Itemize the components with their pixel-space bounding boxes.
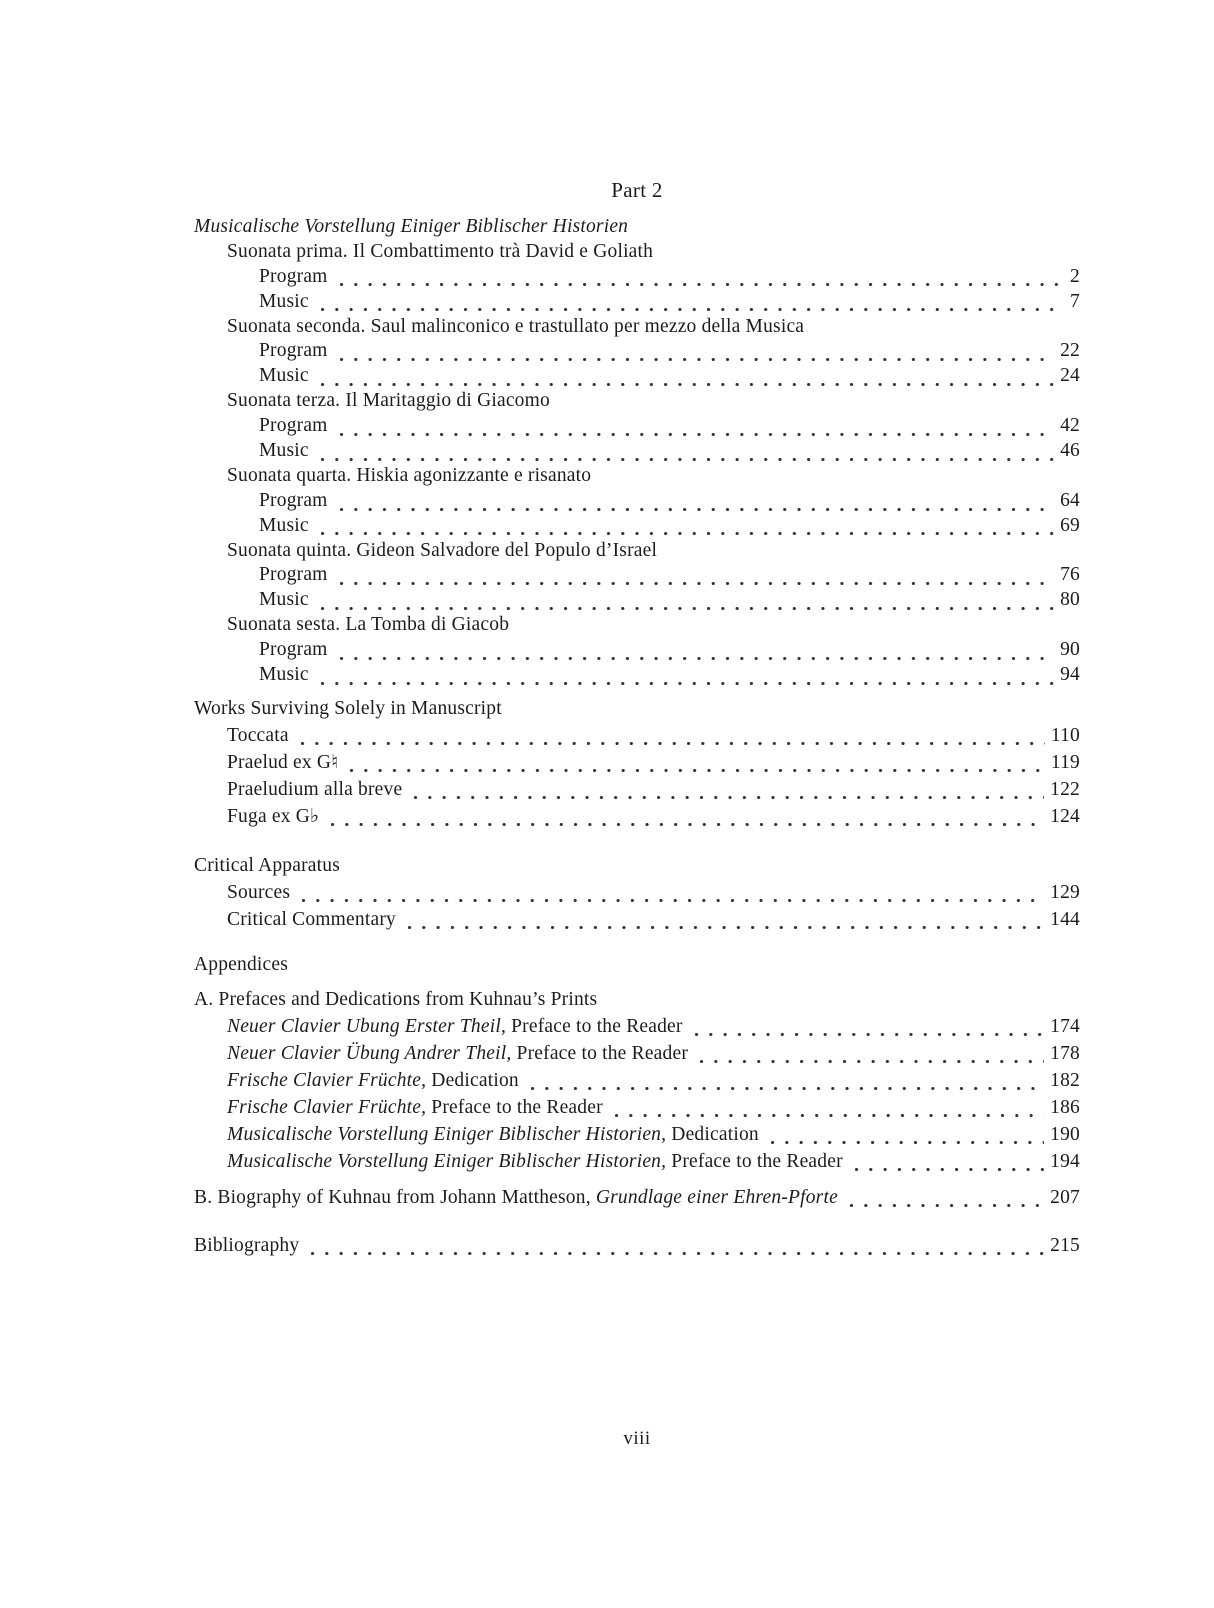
- toc-entry: [194, 414, 1080, 439]
- dot-leader: [301, 742, 1045, 745]
- toc-entry: [194, 1013, 1080, 1040]
- toc-entry: [194, 1094, 1080, 1121]
- dot-leader: [321, 308, 1064, 311]
- entry-text: Program: [259, 265, 328, 287]
- toc-entry: [194, 722, 1080, 749]
- toc-entry: [194, 1067, 1080, 1094]
- page-number: 129: [1050, 881, 1080, 903]
- entry-text: Program: [259, 415, 328, 437]
- page-number: 174: [1050, 1015, 1080, 1037]
- page-number: 190: [1050, 1123, 1080, 1145]
- entry-label: [259, 663, 309, 688]
- entry-label: [227, 539, 657, 564]
- entry-text: Program: [259, 564, 328, 586]
- dot-leader: [321, 607, 1054, 610]
- entry-text: Music: [259, 290, 309, 312]
- toc-entry: [194, 638, 1080, 663]
- toc-heading: [194, 696, 1080, 722]
- page-number: 24: [1060, 365, 1080, 387]
- entry-text: Music: [259, 440, 309, 462]
- page-number: 207: [1050, 1186, 1080, 1208]
- entry-label: [194, 987, 597, 1013]
- toc-entry: [194, 265, 1080, 290]
- dot-leader: [311, 1252, 1044, 1255]
- toc-entry: [194, 803, 1080, 830]
- page-number: 144: [1050, 908, 1080, 930]
- entry-text: Preface to the Reader: [511, 1042, 689, 1064]
- toc-entry: [194, 439, 1080, 464]
- entry-label: [227, 1094, 603, 1121]
- entry-text: Music: [259, 365, 309, 387]
- entry-label: [259, 563, 328, 588]
- toc-entry: [194, 514, 1080, 539]
- entry-label: [227, 389, 550, 414]
- entry-label: [259, 414, 328, 439]
- dot-leader: [321, 682, 1054, 685]
- dot-leader: [695, 1033, 1045, 1036]
- entry-label: [227, 315, 804, 340]
- toc-section: [194, 987, 1080, 1175]
- toc-heading: [194, 215, 1080, 240]
- entry-label: [194, 853, 340, 879]
- entry-label: [259, 588, 309, 613]
- page-number: 80: [1060, 589, 1080, 611]
- entry-text: Preface to the Reader: [506, 1015, 683, 1037]
- entry-text: Suonata prima. Il Combattimento trà David e Goliath: [227, 240, 654, 262]
- dot-leader: [531, 1087, 1044, 1090]
- entry-text: Preface to the Reader: [666, 1150, 843, 1172]
- entry-text: Critical Apparatus: [194, 854, 341, 876]
- entry-text: Suonata quarta. Hiskia agonizzante e risanato: [227, 464, 592, 486]
- entry-label: [259, 364, 309, 389]
- toc-entry: [194, 1040, 1080, 1067]
- dot-leader: [340, 433, 1055, 436]
- entry-text: Fuga ex G♭: [227, 805, 320, 827]
- page-number: 119: [1050, 751, 1080, 773]
- folio-page-number: viii: [623, 1428, 651, 1449]
- entry-label: [227, 613, 509, 638]
- toc-entry: [194, 776, 1080, 803]
- entry-text: Musicalische Vorstellung Einiger Biblischer Historien,: [227, 1123, 667, 1145]
- entry-label: [259, 290, 309, 315]
- entry-text: Music: [259, 514, 309, 536]
- entry-text: Suonata terza. Il Maritaggio di Giacomo: [227, 390, 550, 412]
- dot-leader: [331, 823, 1044, 826]
- toc-heading: [194, 539, 1080, 564]
- dot-leader: [414, 796, 1044, 799]
- dot-leader: [340, 582, 1055, 585]
- entry-label: [227, 803, 319, 830]
- page-number: 124: [1050, 805, 1080, 827]
- dot-leader: [340, 657, 1055, 660]
- entry-text: Suonata seconda. Saul malinconico e trastullato per mezzo della Musica: [227, 315, 805, 337]
- entry-text: Musicalische Vorstellung Einiger Biblischer Historien: [194, 216, 629, 237]
- entry-text: Frische Clavier Früchte,: [227, 1096, 427, 1118]
- entry-text: Praelud ex G♮: [227, 751, 339, 773]
- page-number: 178: [1050, 1042, 1080, 1064]
- toc-section: [194, 1184, 1080, 1211]
- dot-leader: [340, 358, 1055, 361]
- page-number: 110: [1050, 724, 1080, 746]
- dot-leader: [700, 1060, 1044, 1063]
- entry-label: [194, 215, 628, 240]
- entry-text: Dedication: [426, 1069, 519, 1091]
- page-number: 194: [1050, 1150, 1080, 1172]
- toc-entry: [194, 1184, 1080, 1211]
- entry-text: Bibliography: [194, 1234, 300, 1256]
- toc-section: [194, 952, 1080, 978]
- dot-leader: [321, 532, 1054, 535]
- toc-section: [194, 1232, 1080, 1259]
- entry-text: Music: [259, 589, 309, 611]
- entry-label: [194, 1184, 838, 1211]
- entry-label: [227, 1067, 519, 1094]
- toc-heading: [194, 987, 1080, 1013]
- dot-leader: [771, 1141, 1044, 1144]
- page-title: Part 2: [611, 178, 663, 202]
- entry-label: [259, 489, 328, 514]
- toc-heading: [194, 315, 1080, 340]
- page-number: 64: [1060, 489, 1080, 511]
- entry-label: [227, 879, 290, 906]
- entry-label: [227, 722, 289, 749]
- entry-label: [227, 240, 653, 265]
- entry-label: [227, 749, 338, 776]
- page-number: 94: [1060, 664, 1080, 686]
- dot-leader: [340, 283, 1064, 286]
- toc-entry: [194, 906, 1080, 933]
- dot-leader: [408, 926, 1044, 929]
- dot-leader: [302, 899, 1044, 902]
- page-number: 122: [1050, 778, 1080, 800]
- entry-text: Program: [259, 489, 328, 511]
- dot-leader: [850, 1204, 1044, 1207]
- entry-text: Preface to the Reader: [426, 1096, 603, 1118]
- entry-text: Musicalische Vorstellung Einiger Biblischer Historien,: [227, 1150, 667, 1172]
- toc-entry: [194, 290, 1080, 315]
- toc-entry: [194, 364, 1080, 389]
- page-number: 90: [1060, 639, 1080, 661]
- toc-section: [194, 696, 1080, 830]
- page-number: 22: [1060, 340, 1080, 362]
- toc-entry: [194, 1148, 1080, 1175]
- toc-heading: [194, 613, 1080, 638]
- toc-heading: [194, 853, 1080, 879]
- table-of-contents: [194, 177, 1080, 1259]
- entry-text: Dedication: [666, 1123, 759, 1145]
- toc-entry: [194, 749, 1080, 776]
- toc-heading: [194, 389, 1080, 414]
- page-number: 76: [1060, 564, 1080, 586]
- entry-text: Works Surviving Solely in Manuscript: [194, 697, 502, 719]
- toc-entry: [194, 489, 1080, 514]
- toc-entry: [194, 879, 1080, 906]
- toc-sections: [194, 215, 1080, 1259]
- toc-entry: [194, 1232, 1080, 1259]
- entry-text: A. Prefaces and Dedications from Kuhnau’s Prints: [194, 988, 598, 1010]
- toc-heading: [194, 952, 1080, 978]
- dot-leader: [340, 508, 1055, 511]
- entry-label: [227, 1040, 688, 1067]
- entry-label: [227, 1013, 683, 1040]
- entry-text: Toccata: [227, 724, 289, 746]
- entry-label: [194, 1232, 299, 1259]
- entry-label: [259, 265, 328, 290]
- entry-label: [227, 1148, 843, 1175]
- entry-text: Music: [259, 664, 309, 686]
- entry-text: Critical Commentary: [227, 908, 396, 930]
- entry-text: Sources: [227, 881, 291, 903]
- toc-entry: [194, 563, 1080, 588]
- entry-label: [259, 339, 328, 364]
- toc-heading: [194, 464, 1080, 489]
- page-number: 42: [1060, 415, 1080, 437]
- page-number: 69: [1060, 514, 1080, 536]
- toc-entry: [194, 339, 1080, 364]
- page-number: 46: [1060, 440, 1080, 462]
- toc-entry: [194, 663, 1080, 688]
- entry-label: [259, 638, 328, 663]
- dot-leader: [321, 458, 1054, 461]
- toc-section: [194, 215, 1080, 688]
- page-number: 182: [1050, 1069, 1080, 1091]
- entry-text: Grundlage einer Ehren-Pforte: [595, 1186, 838, 1208]
- dot-leader: [350, 769, 1044, 772]
- entry-label: [194, 952, 288, 978]
- entry-text: B. Biography of Kuhnau from Johann Mattheson,: [194, 1186, 596, 1208]
- entry-label: [259, 439, 309, 464]
- entry-text: Program: [259, 639, 328, 661]
- dot-leader: [615, 1114, 1044, 1117]
- entry-label: [227, 464, 591, 489]
- page-number: 215: [1050, 1234, 1080, 1256]
- entry-text: Frische Clavier Früchte,: [227, 1069, 427, 1091]
- page-number: 7: [1070, 290, 1080, 312]
- entry-text: Suonata quinta. Gideon Salvadore del Populo d’Israel: [227, 539, 658, 561]
- entry-text: Neuer Clavier Übung Andrer Theil,: [227, 1042, 512, 1064]
- entry-text: Praeludium alla breve: [227, 778, 403, 800]
- entry-text: Appendices: [194, 953, 289, 975]
- page-number: 186: [1050, 1096, 1080, 1118]
- entry-text: Neuer Clavier Ubung Erster Theil,: [227, 1015, 507, 1037]
- entry-label: [227, 906, 396, 933]
- dot-leader: [321, 383, 1054, 386]
- entry-text: Program: [259, 340, 328, 362]
- dot-leader: [855, 1168, 1044, 1171]
- toc-entry: [194, 588, 1080, 613]
- entry-label: [194, 696, 502, 722]
- toc-heading: [194, 240, 1080, 265]
- entry-text: Suonata sesta. La Tomba di Giacob: [227, 614, 510, 636]
- toc-section: [194, 853, 1080, 933]
- entry-label: [227, 1121, 759, 1148]
- entry-label: [259, 514, 309, 539]
- page-number: 2: [1070, 265, 1080, 287]
- toc-entry: [194, 1121, 1080, 1148]
- entry-label: [227, 776, 402, 803]
